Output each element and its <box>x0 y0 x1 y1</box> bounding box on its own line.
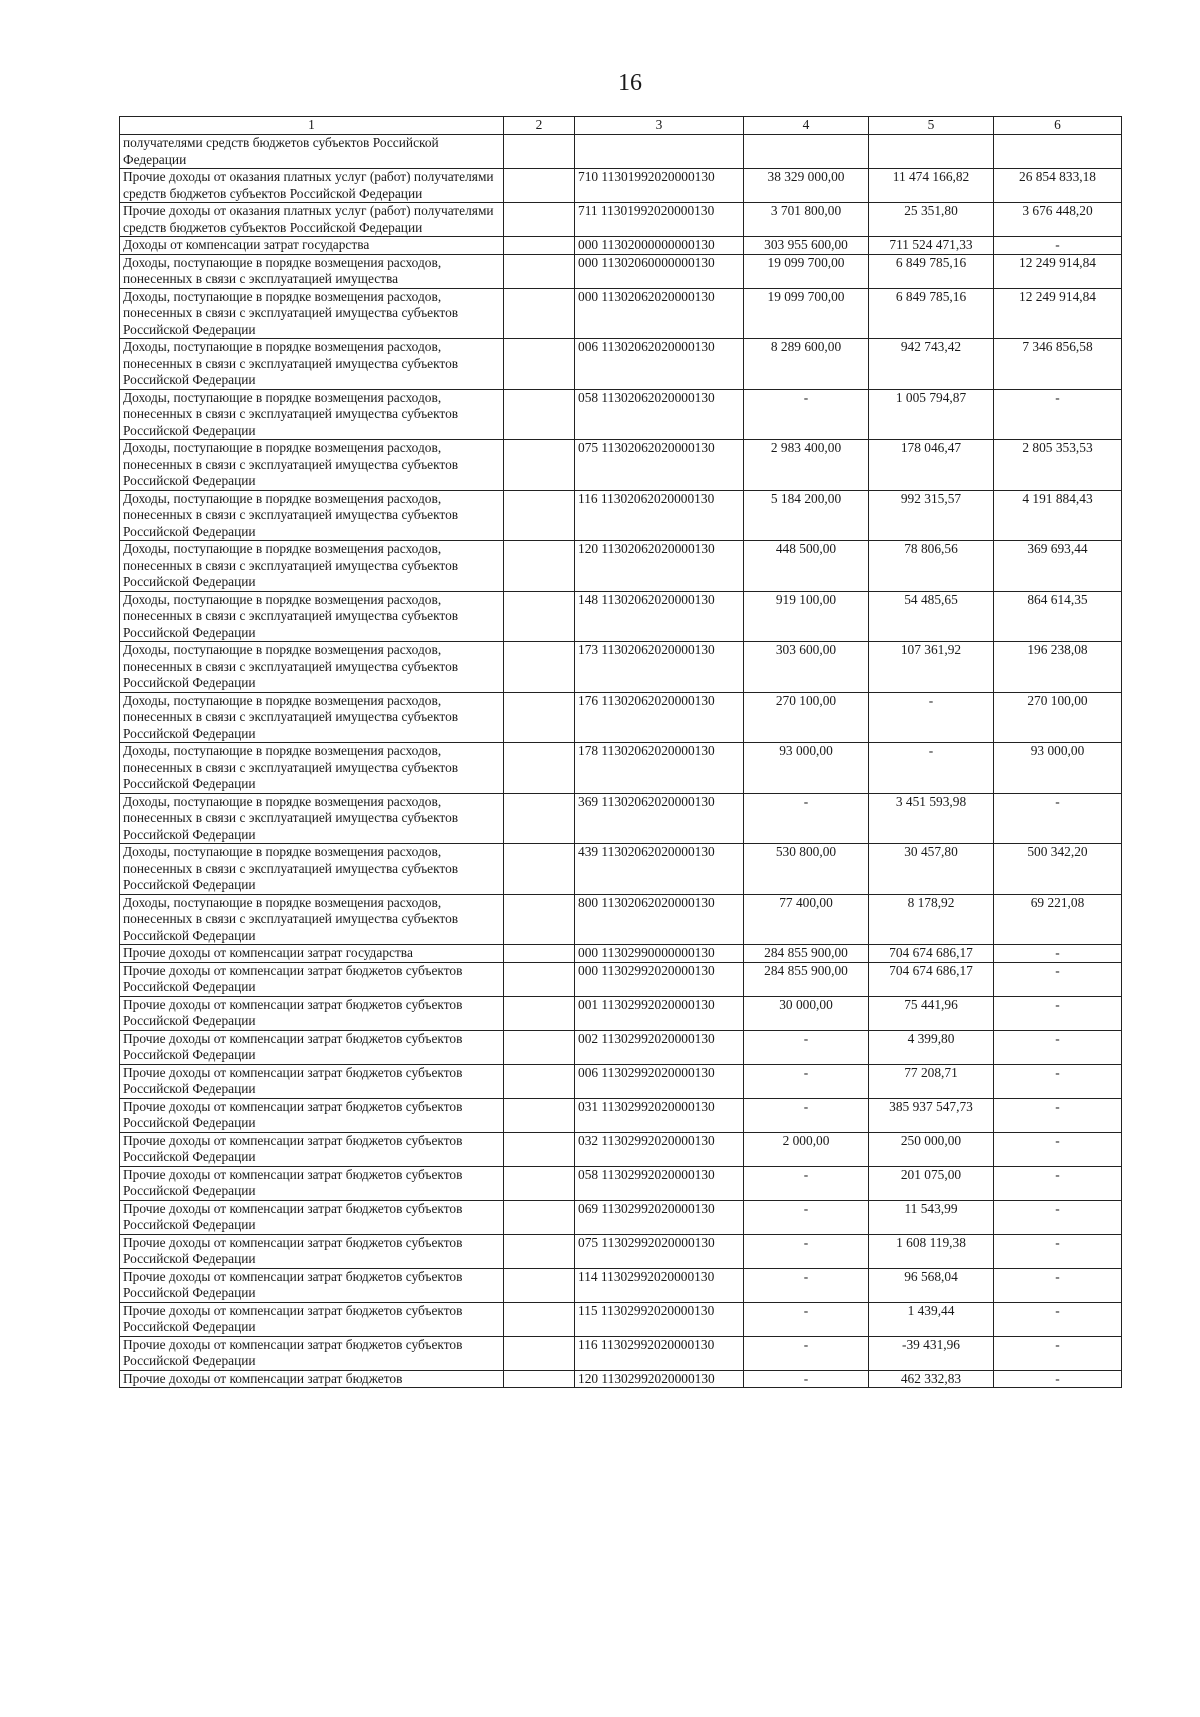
plan-amount-cell: 30 000,00 <box>744 996 869 1030</box>
plan-amount-cell <box>744 135 869 169</box>
revenue-name-cell: Прочие доходы от компенсации затрат бюджетов субъектов Российской Федерации <box>120 1166 504 1200</box>
revenue-name-cell: получателями средств бюджетов субъектов Российской Федерации <box>120 135 504 169</box>
plan-amount-cell: 284 855 900,00 <box>744 962 869 996</box>
plan-amount-cell: 303 600,00 <box>744 642 869 693</box>
revenue-name-cell: Доходы, поступающие в порядке возмещения расходов, понесенных в связи с эксплуатацией имущества субъектов Российской Федерации <box>120 743 504 794</box>
col2-cell <box>504 945 575 963</box>
plan-amount-cell: 3 701 800,00 <box>744 203 869 237</box>
revenue-name-cell: Прочие доходы от компенсации затрат бюджетов <box>120 1370 504 1388</box>
table-row <box>120 1132 1122 1166</box>
plan-amount-cell: - <box>744 1234 869 1268</box>
remainder-amount-cell: - <box>994 996 1122 1030</box>
col2-cell <box>504 1200 575 1234</box>
remainder-amount-cell: 3 676 448,20 <box>994 203 1122 237</box>
table-row <box>120 1370 1122 1388</box>
revenue-name-cell: Доходы, поступающие в порядке возмещения расходов, понесенных в связи с эксплуатацией имущества <box>120 254 504 288</box>
revenue-name-cell: Прочие доходы от компенсации затрат государства <box>120 945 504 963</box>
revenue-name-cell: Прочие доходы от компенсации затрат бюджетов субъектов Российской Федерации <box>120 1336 504 1370</box>
actual-amount-cell: 107 361,92 <box>869 642 994 693</box>
actual-amount-cell: 96 568,04 <box>869 1268 994 1302</box>
budget-code-cell: 114 11302992020000130 <box>575 1268 744 1302</box>
actual-amount-cell: 75 441,96 <box>869 996 994 1030</box>
budget-code-cell: 120 11302062020000130 <box>575 541 744 592</box>
table-row <box>120 1268 1122 1302</box>
table-row <box>120 793 1122 844</box>
actual-amount-cell: 704 674 686,17 <box>869 945 994 963</box>
col2-cell <box>504 288 575 339</box>
table-row <box>120 945 1122 963</box>
actual-amount-cell: 178 046,47 <box>869 440 994 491</box>
remainder-amount-cell: - <box>994 1030 1122 1064</box>
budget-code-cell: 031 11302992020000130 <box>575 1098 744 1132</box>
plan-amount-cell: - <box>744 1064 869 1098</box>
revenue-name-cell: Доходы, поступающие в порядке возмещения расходов, понесенных в связи с эксплуатацией имущества субъектов Российской Федерации <box>120 288 504 339</box>
revenue-name-cell: Прочие доходы от компенсации затрат бюджетов субъектов Российской Федерации <box>120 1234 504 1268</box>
actual-amount-cell: 6 849 785,16 <box>869 288 994 339</box>
revenue-name-cell: Прочие доходы от оказания платных услуг (работ) получателями средств бюджетов субъектов Российской Федерации <box>120 203 504 237</box>
page-number: 16 <box>618 70 642 96</box>
table-row <box>120 237 1122 255</box>
budget-code-cell: 116 11302062020000130 <box>575 490 744 541</box>
plan-amount-cell: 530 800,00 <box>744 844 869 895</box>
table-row <box>120 844 1122 895</box>
revenue-name-cell: Прочие доходы от компенсации затрат бюджетов субъектов Российской Федерации <box>120 1302 504 1336</box>
remainder-amount-cell: 864 614,35 <box>994 591 1122 642</box>
remainder-amount-cell: - <box>994 1200 1122 1234</box>
actual-amount-cell: 4 399,80 <box>869 1030 994 1064</box>
remainder-amount-cell: 196 238,08 <box>994 642 1122 693</box>
table-row <box>120 541 1122 592</box>
remainder-amount-cell: 500 342,20 <box>994 844 1122 895</box>
remainder-amount-cell: - <box>994 1132 1122 1166</box>
plan-amount-cell: 38 329 000,00 <box>744 169 869 203</box>
budget-code-cell: 002 11302992020000130 <box>575 1030 744 1064</box>
budget-code-cell: 000 11302060000000130 <box>575 254 744 288</box>
table-row <box>120 1098 1122 1132</box>
revenue-name-cell: Прочие доходы от оказания платных услуг (работ) получателями средств бюджетов субъектов Российской Федерации <box>120 169 504 203</box>
col2-cell <box>504 135 575 169</box>
plan-amount-cell: 19 099 700,00 <box>744 254 869 288</box>
budget-code-cell: 369 11302062020000130 <box>575 793 744 844</box>
remainder-amount-cell: - <box>994 793 1122 844</box>
remainder-amount-cell: - <box>994 1064 1122 1098</box>
budget-code-cell: 001 11302992020000130 <box>575 996 744 1030</box>
plan-amount-cell: 19 099 700,00 <box>744 288 869 339</box>
budget-code-cell: 032 11302992020000130 <box>575 1132 744 1166</box>
revenue-name-cell: Доходы, поступающие в порядке возмещения расходов, понесенных в связи с эксплуатацией имущества субъектов Российской Федерации <box>120 591 504 642</box>
revenue-name-cell: Доходы, поступающие в порядке возмещения расходов, понесенных в связи с эксплуатацией имущества субъектов Российской Федерации <box>120 389 504 440</box>
header-col-4: 4 <box>744 117 869 135</box>
plan-amount-cell: 77 400,00 <box>744 894 869 945</box>
actual-amount-cell: 11 543,99 <box>869 1200 994 1234</box>
budget-code-cell: 000 11302990000000130 <box>575 945 744 963</box>
revenue-name-cell: Доходы, поступающие в порядке возмещения расходов, понесенных в связи с эксплуатацией имущества субъектов Российской Федерации <box>120 440 504 491</box>
table-row <box>120 135 1122 169</box>
remainder-amount-cell: - <box>994 962 1122 996</box>
col2-cell <box>504 1268 575 1302</box>
actual-amount-cell: - <box>869 692 994 743</box>
col2-cell <box>504 962 575 996</box>
actual-amount-cell: 992 315,57 <box>869 490 994 541</box>
table-row <box>120 203 1122 237</box>
col2-cell <box>504 254 575 288</box>
actual-amount-cell: 385 937 547,73 <box>869 1098 994 1132</box>
remainder-amount-cell: - <box>994 1098 1122 1132</box>
table-row <box>120 1336 1122 1370</box>
col2-cell <box>504 996 575 1030</box>
header-col-5: 5 <box>869 117 994 135</box>
remainder-amount-cell: - <box>994 1336 1122 1370</box>
actual-amount-cell: 8 178,92 <box>869 894 994 945</box>
col2-cell <box>504 389 575 440</box>
plan-amount-cell: 8 289 600,00 <box>744 339 869 390</box>
remainder-amount-cell: - <box>994 389 1122 440</box>
revenue-name-cell: Прочие доходы от компенсации затрат бюджетов субъектов Российской Федерации <box>120 1098 504 1132</box>
table-row <box>120 1166 1122 1200</box>
header-col-6: 6 <box>994 117 1122 135</box>
table-row <box>120 1030 1122 1064</box>
table-row <box>120 591 1122 642</box>
plan-amount-cell: 270 100,00 <box>744 692 869 743</box>
plan-amount-cell: 5 184 200,00 <box>744 490 869 541</box>
actual-amount-cell: 54 485,65 <box>869 591 994 642</box>
budget-code-cell: 006 11302062020000130 <box>575 339 744 390</box>
plan-amount-cell: - <box>744 1336 869 1370</box>
budget-code-cell: 000 11302000000000130 <box>575 237 744 255</box>
budget-code-cell: 000 11302062020000130 <box>575 288 744 339</box>
budget-code-cell: 178 11302062020000130 <box>575 743 744 794</box>
revenue-name-cell: Доходы, поступающие в порядке возмещения расходов, понесенных в связи с эксплуатацией имущества субъектов Российской Федерации <box>120 490 504 541</box>
col2-cell <box>504 440 575 491</box>
budget-code-cell: 439 11302062020000130 <box>575 844 744 895</box>
col2-cell <box>504 1098 575 1132</box>
remainder-amount-cell: 7 346 856,58 <box>994 339 1122 390</box>
actual-amount-cell: 6 849 785,16 <box>869 254 994 288</box>
actual-amount-cell: 78 806,56 <box>869 541 994 592</box>
revenue-name-cell: Доходы, поступающие в порядке возмещения расходов, понесенных в связи с эксплуатацией имущества субъектов Российской Федерации <box>120 844 504 895</box>
revenue-name-cell: Доходы, поступающие в порядке возмещения расходов, понесенных в связи с эксплуатацией имущества субъектов Российской Федерации <box>120 541 504 592</box>
remainder-amount-cell: 369 693,44 <box>994 541 1122 592</box>
remainder-amount-cell: - <box>994 1234 1122 1268</box>
budget-code-cell: 176 11302062020000130 <box>575 692 744 743</box>
col2-cell <box>504 793 575 844</box>
revenue-name-cell: Прочие доходы от компенсации затрат бюджетов субъектов Российской Федерации <box>120 1064 504 1098</box>
remainder-amount-cell: 2 805 353,53 <box>994 440 1122 491</box>
table-row <box>120 389 1122 440</box>
header-col-3: 3 <box>575 117 744 135</box>
remainder-amount-cell: - <box>994 1268 1122 1302</box>
revenue-name-cell: Доходы, поступающие в порядке возмещения расходов, понесенных в связи с эксплуатацией имущества субъектов Российской Федерации <box>120 642 504 693</box>
revenue-name-cell: Прочие доходы от компенсации затрат бюджетов субъектов Российской Федерации <box>120 1200 504 1234</box>
budget-code-cell <box>575 135 744 169</box>
actual-amount-cell: 942 743,42 <box>869 339 994 390</box>
col2-cell <box>504 237 575 255</box>
budget-code-cell: 006 11302992020000130 <box>575 1064 744 1098</box>
table-body <box>120 135 1122 1388</box>
col2-cell <box>504 743 575 794</box>
remainder-amount-cell: 93 000,00 <box>994 743 1122 794</box>
budget-code-cell: 711 11301992020000130 <box>575 203 744 237</box>
budget-code-cell: 075 11302992020000130 <box>575 1234 744 1268</box>
plan-amount-cell: - <box>744 389 869 440</box>
table-row <box>120 288 1122 339</box>
actual-amount-cell: 1 439,44 <box>869 1302 994 1336</box>
budget-code-cell: 710 11301992020000130 <box>575 169 744 203</box>
plan-amount-cell: - <box>744 1030 869 1064</box>
actual-amount-cell: 1 608 119,38 <box>869 1234 994 1268</box>
actual-amount-cell: 462 332,83 <box>869 1370 994 1388</box>
table-header <box>120 117 1122 135</box>
budget-code-cell: 800 11302062020000130 <box>575 894 744 945</box>
remainder-amount-cell: - <box>994 1370 1122 1388</box>
revenue-name-cell: Доходы от компенсации затрат государства <box>120 237 504 255</box>
budget-code-cell: 069 11302992020000130 <box>575 1200 744 1234</box>
remainder-amount-cell: 4 191 884,43 <box>994 490 1122 541</box>
col2-cell <box>504 1132 575 1166</box>
actual-amount-cell: - <box>869 743 994 794</box>
budget-code-cell: 000 11302992020000130 <box>575 962 744 996</box>
plan-amount-cell: 2 000,00 <box>744 1132 869 1166</box>
col2-cell <box>504 339 575 390</box>
revenue-name-cell: Доходы, поступающие в порядке возмещения расходов, понесенных в связи с эксплуатацией имущества субъектов Российской Федерации <box>120 793 504 844</box>
revenue-name-cell: Доходы, поступающие в порядке возмещения расходов, понесенных в связи с эксплуатацией имущества субъектов Российской Федерации <box>120 692 504 743</box>
col2-cell <box>504 1336 575 1370</box>
remainder-amount-cell: 69 221,08 <box>994 894 1122 945</box>
revenue-name-cell: Прочие доходы от компенсации затрат бюджетов субъектов Российской Федерации <box>120 996 504 1030</box>
budget-code-cell: 120 11302992020000130 <box>575 1370 744 1388</box>
col2-cell <box>504 1064 575 1098</box>
budget-code-cell: 115 11302992020000130 <box>575 1302 744 1336</box>
col2-cell <box>504 642 575 693</box>
col2-cell <box>504 203 575 237</box>
actual-amount-cell: 30 457,80 <box>869 844 994 895</box>
header-col-1: 1 <box>120 117 504 135</box>
actual-amount-cell: 77 208,71 <box>869 1064 994 1098</box>
col2-cell <box>504 844 575 895</box>
actual-amount-cell: 250 000,00 <box>869 1132 994 1166</box>
table-row <box>120 894 1122 945</box>
remainder-amount-cell: 12 249 914,84 <box>994 288 1122 339</box>
plan-amount-cell: - <box>744 1200 869 1234</box>
col2-cell <box>504 1370 575 1388</box>
table-row <box>120 962 1122 996</box>
remainder-amount-cell: 270 100,00 <box>994 692 1122 743</box>
budget-code-cell: 075 11302062020000130 <box>575 440 744 491</box>
revenue-name-cell: Прочие доходы от компенсации затрат бюджетов субъектов Российской Федерации <box>120 962 504 996</box>
revenue-name-cell: Прочие доходы от компенсации затрат бюджетов субъектов Российской Федерации <box>120 1268 504 1302</box>
actual-amount-cell: 704 674 686,17 <box>869 962 994 996</box>
header-col-2: 2 <box>504 117 575 135</box>
plan-amount-cell: 93 000,00 <box>744 743 869 794</box>
table-row <box>120 1200 1122 1234</box>
revenue-name-cell: Доходы, поступающие в порядке возмещения расходов, понесенных в связи с эксплуатацией имущества субъектов Российской Федерации <box>120 894 504 945</box>
col2-cell <box>504 1302 575 1336</box>
col2-cell <box>504 1030 575 1064</box>
actual-amount-cell: 201 075,00 <box>869 1166 994 1200</box>
remainder-amount-cell: 26 854 833,18 <box>994 169 1122 203</box>
actual-amount-cell: -39 431,96 <box>869 1336 994 1370</box>
plan-amount-cell: - <box>744 1370 869 1388</box>
table-row <box>120 339 1122 390</box>
col2-cell <box>504 591 575 642</box>
table-row <box>120 1302 1122 1336</box>
col2-cell <box>504 169 575 203</box>
col2-cell <box>504 1234 575 1268</box>
plan-amount-cell: 284 855 900,00 <box>744 945 869 963</box>
table-row <box>120 692 1122 743</box>
remainder-amount-cell: - <box>994 1166 1122 1200</box>
actual-amount-cell: 11 474 166,82 <box>869 169 994 203</box>
plan-amount-cell: 919 100,00 <box>744 591 869 642</box>
col2-cell <box>504 692 575 743</box>
budget-code-cell: 058 11302062020000130 <box>575 389 744 440</box>
table-row <box>120 743 1122 794</box>
col2-cell <box>504 1166 575 1200</box>
actual-amount-cell: 1 005 794,87 <box>869 389 994 440</box>
budget-code-cell: 058 11302992020000130 <box>575 1166 744 1200</box>
actual-amount-cell: 3 451 593,98 <box>869 793 994 844</box>
actual-amount-cell <box>869 135 994 169</box>
plan-amount-cell: - <box>744 1166 869 1200</box>
budget-code-cell: 148 11302062020000130 <box>575 591 744 642</box>
plan-amount-cell: 303 955 600,00 <box>744 237 869 255</box>
table-row <box>120 440 1122 491</box>
table-row <box>120 642 1122 693</box>
revenue-table <box>119 116 1122 1388</box>
plan-amount-cell: 2 983 400,00 <box>744 440 869 491</box>
col2-cell <box>504 490 575 541</box>
header-row <box>120 117 1122 135</box>
budget-code-cell: 173 11302062020000130 <box>575 642 744 693</box>
table-row <box>120 254 1122 288</box>
plan-amount-cell: - <box>744 1268 869 1302</box>
revenue-name-cell: Доходы, поступающие в порядке возмещения расходов, понесенных в связи с эксплуатацией имущества субъектов Российской Федерации <box>120 339 504 390</box>
revenue-name-cell: Прочие доходы от компенсации затрат бюджетов субъектов Российской Федерации <box>120 1132 504 1166</box>
remainder-amount-cell: - <box>994 945 1122 963</box>
plan-amount-cell: - <box>744 1302 869 1336</box>
revenue-name-cell: Прочие доходы от компенсации затрат бюджетов субъектов Российской Федерации <box>120 1030 504 1064</box>
remainder-amount-cell: 12 249 914,84 <box>994 254 1122 288</box>
table-row <box>120 1064 1122 1098</box>
col2-cell <box>504 541 575 592</box>
col2-cell <box>504 894 575 945</box>
budget-code-cell: 116 11302992020000130 <box>575 1336 744 1370</box>
remainder-amount-cell: - <box>994 237 1122 255</box>
remainder-amount-cell <box>994 135 1122 169</box>
actual-amount-cell: 711 524 471,33 <box>869 237 994 255</box>
plan-amount-cell: - <box>744 793 869 844</box>
table-row <box>120 1234 1122 1268</box>
table-row <box>120 490 1122 541</box>
actual-amount-cell: 25 351,80 <box>869 203 994 237</box>
table-row <box>120 996 1122 1030</box>
plan-amount-cell: - <box>744 1098 869 1132</box>
table-row <box>120 169 1122 203</box>
plan-amount-cell: 448 500,00 <box>744 541 869 592</box>
remainder-amount-cell: - <box>994 1302 1122 1336</box>
